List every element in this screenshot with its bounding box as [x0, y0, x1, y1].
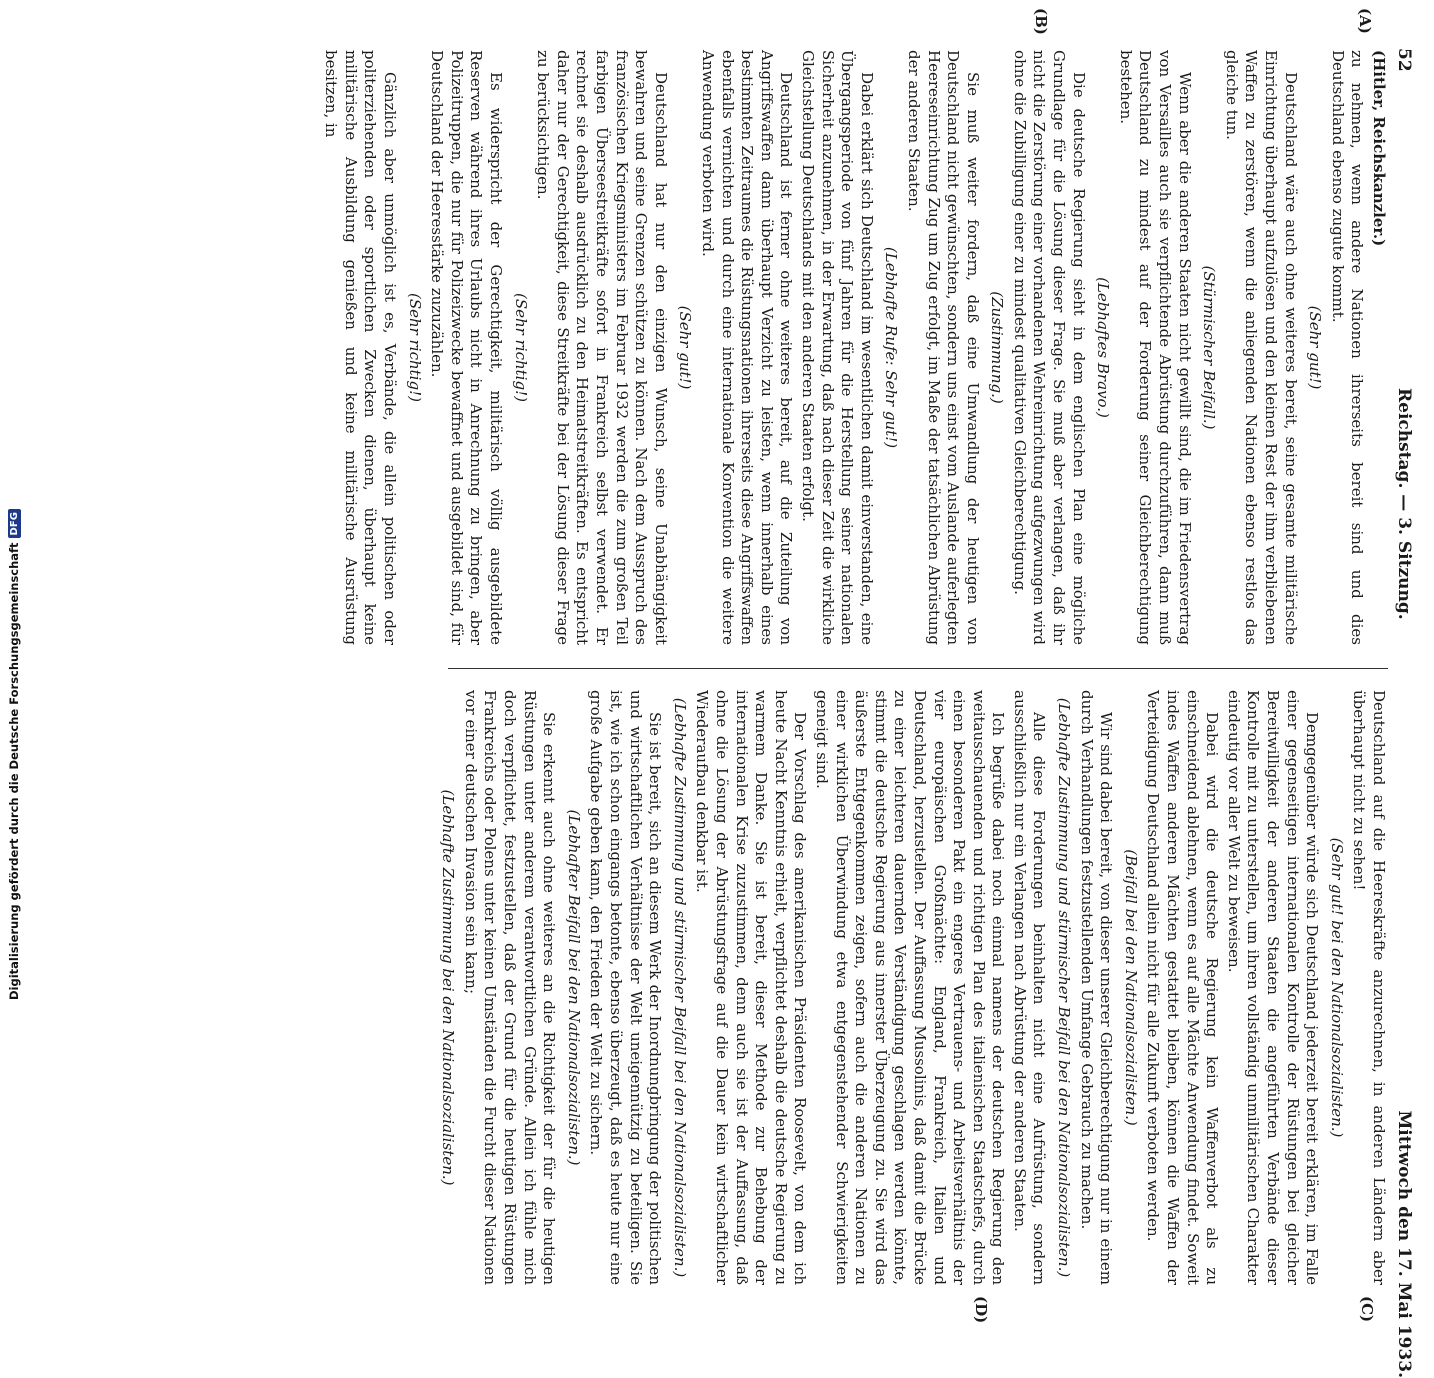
left-column-paragraphs [321, 50, 1367, 645]
page-header [1392, 48, 1414, 1378]
interjection: (Lebhafte Zustimmung und stürmischer Beifall bei den Nationalsozialisten.) [1055, 697, 1074, 1278]
interjection: (Lebhafte Zustimmung bei den Nationalsozialisten.) [439, 789, 458, 1186]
interjection: (Lebhafte Rufe: Sehr gut!) [882, 246, 901, 449]
paragraph: Deutschland ist ferner ohne weiteres bereit, auf die Zuteilung von Angriffswaffen dann überhaupt Verzicht zu leisten, wenn innerhalb eines bestimmten Zeitraumes die Rüstungsnationen ihrerseits diese Angriffswaffen ebenfalls vernichten und durch eine internationale Konvention die weitere Anwendung verboten wird. [699, 50, 796, 645]
margin-marker-c: (C) [1358, 1296, 1376, 1323]
paragraph: Der Vorschlag des amerikanischen Präsidenten Roosevelt, von dem ich heute Nacht Kenntnis erhielt, verpflichtet deshalb die deutsche Regierung zu warmem Danke. Sie ist bereit, dieser Methode zur Behebung der internationalen Krise zuzustimmen, denn auch sie ist der Auffassung, daß ohne die Lösung der Abrüstungsfrage auf die Dauer kein wirtschaftlicher Wiederaufbau denkbar ist. [693, 690, 810, 1285]
credit-text: Digitalisierung gefördert durch die Deutsche Forschungsgemeinschaft [7, 542, 21, 1000]
session-date: Mittwoch den 17. Mai 1933. [1394, 1110, 1414, 1378]
paragraph: Alle diese Forderungen beinhalten nicht eine Aufrüstung, sondern ausschließlich nur ein Verlangen nach Abrüstung der anderen Staaten. [1010, 690, 1049, 1285]
paragraph: Demgegenüber würde sich Deutschland jederzeit bereit erklären, im Falle einer gegenseitigen internationalen Kontrolle der Rüstungen bei gleicher Bereitwilligkeit der anderen Staaten die angeführten Verbände dieser Kontrolle mit zu unterstellen, um ihren vollständig unmilitärischen Charakter eindeutig vor aller Welt zu beweisen. [1224, 690, 1322, 1285]
paragraph: Gänzlich aber unmöglich ist es, Verbände, die allein politischen oder politerziehenden oder sportlichen Zwecken dienen, überhaupt keine militärische Ausbildung genießen und keine militärische Ausrüstung besitzen, in [322, 50, 400, 645]
digitization-credit [2, 0, 26, 1000]
left-column [322, 50, 1388, 645]
paragraph: Sie ist bereit, sich an diesem Werk der Inordnungbringung der politischen und wirtschaftlichen Verhältnisse der Welt uneigennützig zu beteiligen. Sie ist, wie ich schon eingangs betonte, ebenso überzeugt, daß es heute nur eine große Aufgabe geben kann, den Frieden der Welt zu sichern. [587, 690, 665, 1285]
interjection: (Sehr richtig!) [405, 293, 424, 402]
interjection: (Beifall bei den Nationalsozialisten.) [1121, 849, 1140, 1126]
paragraph: Deutschland wäre auch ohne weiteres bereit, seine gesamte militärische Einrichtung überhaupt aufzulösen und den kleinen Rest der ihm verbliebenen Waffen zu zerstören, wenn die anliegenden Nationen ebenso restlos das gleiche tun. [1222, 50, 1300, 645]
paragraph: Sie muß weiter fordern, daß eine Umwandlung der heutigen von Deutschland nicht gewünschten, sondern uns einst vom Auslande auferlegten Heereseinrichtung Zug um Zug erfolgt, im Maße der tatsächlichen Abrüstung der anderen Staaten. [904, 50, 982, 645]
paragraph: Es widerspricht der Gerechtigkeit, militärisch völlig ausgebildete Reserven während ihres Urlaubs nicht in Anrechnung zu bringen, aber Polizeitruppen, die nur für Polizeizwecke bewaffnet und ausgebildet sind, für Deutschland der Heeresstärke zuzuzählen. [428, 50, 506, 645]
interjection: (Lebhaftes Bravo.) [1094, 277, 1113, 418]
paragraph: Dabei erklärt sich Deutschland im wesentlichen damit einverstanden, eine Übergangsperiode von fünf Jahren für die Herstellung seiner nationalen Sicherheit anzunehmen, in der Erwartung, daß nach dieser Zeit die wirkliche Gleichstellung Deutschlands mit den anderen Staaten erfolgt. [798, 50, 876, 645]
dfg-logo: DFG [8, 509, 21, 538]
interjection: (Stürmischer Beifall.) [1200, 265, 1219, 430]
interjection: (Sehr gut!) [1306, 305, 1325, 390]
paragraph: Sie erkennt auch ohne weiteres an die Richtigkeit der für die heutigen Rüstungen unter anderem verantwortlichen Gründe. Allein ich fühle mich doch verpflichtet, festzustellen, daß der Grund für die heutigen Rüstungen Frankreichs oder Polens unter keinen Umständen die Furcht dieser Nationen vor einer deutschen Invasion sein kann; [461, 690, 559, 1285]
interjection: (Sehr richtig!) [511, 293, 530, 402]
session-title: Reichstag. — 3. Sitzung. [1394, 388, 1414, 620]
interjection: (Lebhafte Zustimmung und stürmischer Beifall bei den Nationalsozialisten.) [670, 697, 689, 1278]
paragraph: Dabei wird die deutsche Regierung kein Waffenverbot als zu einschneidend ablehnen, wenn es auf alle Mächte Anwendung findet. Soweit indes Waffen anderen Mächten gestattet bleiben, können die Waffen der Verteidigung Deutschland allein nicht für alle Zukunft verboten werden. [1144, 690, 1222, 1285]
speaker-name: (Hitler, Reichskanzler.) [1370, 50, 1388, 247]
paragraph: Deutschland hat nur den einzigen Wunsch, seine Unabhängigkeit bewahren und seine Grenzen schützen zu können. Nach dem Ausspruch des französischen Kriegsministers im Februar 1932 werden die zum großen Teil farbigen Überseestreitkräfte sofort in Frankreich selbst verwendet. Er rechnet sie deshalb ausdrücklich zu den Heimatstreitkräften. Es entspricht daher nur der Gerechtigkeit, diese Streitkräfte bei der Lösung dieser Frage zu berücksichtigen. [534, 50, 670, 645]
column-divider [448, 668, 1388, 669]
paragraph: Ich begrüße dabei noch einmal namens der deutschen Regierung den weitausschauenden und richtigen Plan des italienischen Staatschefs, durch einen besonderen Pakt ein engeres Vertrauens- und Arbeitsverhältnis der vier europäischen Großmächte: England, Frankreich, Italien und Deutschland, herzustellen. Der Auffassung Mussolinis, daß damit die Brücke zu einer leichteren dauernden Verständigung geschlagen werden könnte, stimmt die deutsche Regierung aus innerster Überzeugung zu. Sie wird das äußerste Entgegenkommen zeigen, sofern auch die anderen Nationen zu einer wirklichen Überwindung etwa entgegenstehender Schwierigkeiten geneigt sind. [812, 690, 1008, 1285]
interjection: (Lebhafter Beifall bei den Nationalsozialisten.) [564, 809, 583, 1166]
interjection: (Zustimmung.) [988, 291, 1007, 404]
paragraph: Wir sind dabei bereit, von dieser unserer Gleichberechtigung nur in einem durch Verhandlungen festzustellenden Umfange Gebrauch zu machen. [1077, 690, 1116, 1285]
margin-marker-d: (D) [972, 1296, 990, 1324]
page-number: 52 [1394, 48, 1414, 72]
margin-marker-a: (A) [1356, 8, 1374, 34]
paragraph: Die deutsche Regierung sieht in dem englischen Plan eine mögliche Grundlage für die Lösung dieser Frage. Sie muß aber verlangen, daß ihr nicht die Zerstörung einer vorhandenen Wehreinrichtung aufgezwungen wird ohne die Zubilligung einer zu mindest qualitativen Gleichberechtigung. [1010, 50, 1088, 645]
interjection: (Sehr gut!) [676, 305, 695, 390]
interjection: (Sehr gut! bei den Nationalsozialisten.) [1327, 837, 1346, 1138]
paragraph: zu nehmen, wenn andere Nationen ihrerseits bereit sind und dies Deutschland ebenso zugute kommt. [1328, 50, 1367, 645]
margin-marker-b: (B) [1032, 8, 1050, 35]
right-column-paragraphs [438, 690, 1388, 1285]
paragraph: Wenn aber die anderen Staaten nicht gewillt sind, die im Friedensvertrag von Versailles auch sie verpflichtende Abrüstung durchzuführen, dann muß Deutschland zu mindest auf der Forderung seiner Gleichberechtigung bestehen. [1116, 50, 1194, 645]
right-column [439, 690, 1388, 1285]
paragraph: Deutschland auf die Heereskräfte anzurechnen, in anderen Ländern aber überhaupt nicht zu sehen! [1350, 690, 1388, 1285]
